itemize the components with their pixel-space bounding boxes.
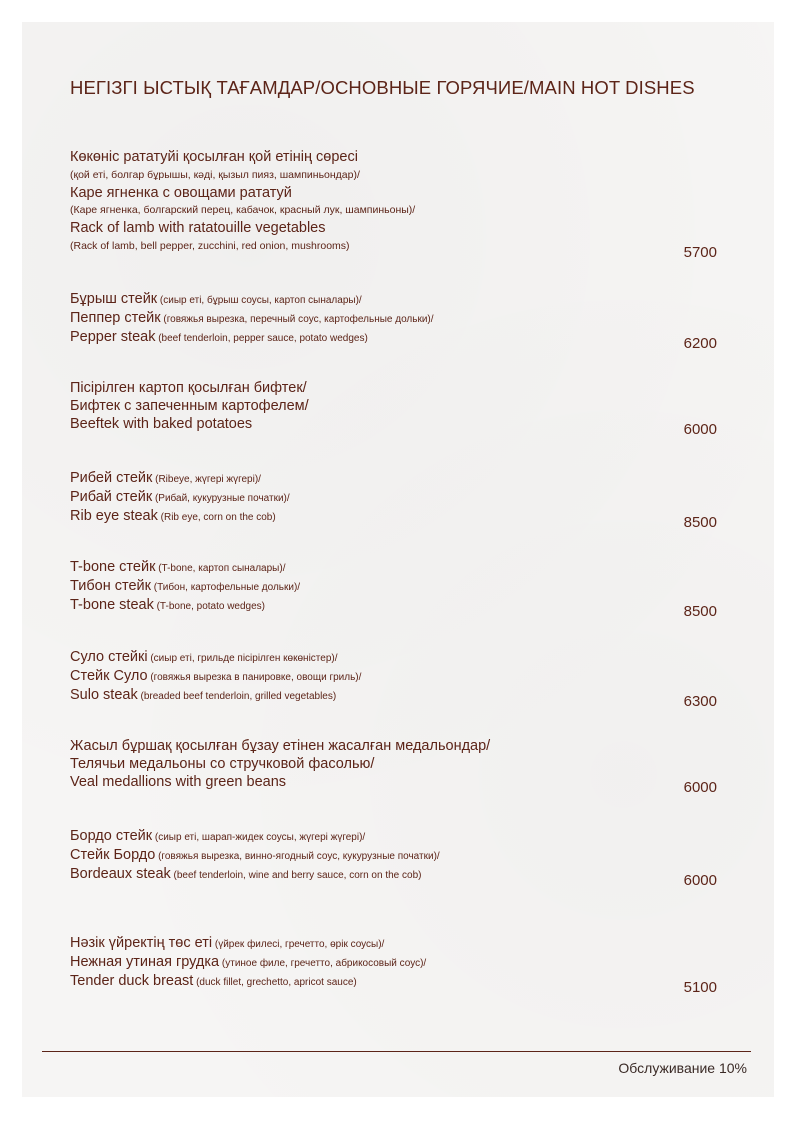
dish-line-kz <box>70 649 720 668</box>
menu-item-veal-medallions <box>70 738 720 797</box>
dish-line-ru <box>70 310 720 329</box>
footer-divider <box>42 1051 751 1052</box>
dish-name-kz: Нәзік үйректің төс еті <box>70 935 213 951</box>
dish-name-ru: Стейк Бордо <box>70 846 156 863</box>
dish-name-en: Rack of lamb with ratatouille vegetables <box>70 220 326 237</box>
dish-name-ru: Бифтек с запеченным картофелем/ <box>70 397 309 414</box>
dish-line-en <box>70 687 720 706</box>
dish-note-kz: (Ribeye, жүгері жүгері)/ <box>152 474 261 485</box>
dish-name-kz: Суло стейкі <box>70 649 148 665</box>
dish-price: 6200 <box>683 335 717 353</box>
dish-note-en: (T-bone, potato wedges) <box>153 600 266 612</box>
dish-name-kz: Рибей стейк <box>70 470 153 486</box>
dish-price: 8500 <box>683 603 717 621</box>
dish-name-en: Rib eye steak <box>70 507 158 524</box>
dish-name-en: Veal medallions with green beans <box>70 773 287 790</box>
dish-note-en: (beef tenderloin, pepper sauce, potato wedges) <box>155 332 368 344</box>
dish-ingredients-ru: (Каре ягненка, болгарский перец, кабачок, красный лук, шампиньоны)/ <box>70 204 416 217</box>
menu-item-duck-breast <box>70 935 720 997</box>
menu-item-t-bone-steak <box>70 559 720 621</box>
dish-line-ru <box>70 578 720 597</box>
dish-note-en: (duck fillet, grechetto, apricot sauce) <box>193 976 357 988</box>
dish-price: 5700 <box>683 243 717 261</box>
dish-ingredients-kz: (қой еті, болгар бұрышы, кәді, қызыл пияз, шампиньондар)/ <box>70 168 360 181</box>
dish-note-en: (Rib eye, corn on the cob) <box>157 511 276 523</box>
menu-item-rib-eye-steak <box>70 470 720 532</box>
dish-name-ru: Стейк Суло <box>70 667 148 684</box>
dish-ingredients-en: (Rack of lamb, bell pepper, zucchini, red onion, mushrooms) <box>70 239 350 252</box>
dish-line-kz <box>70 291 720 310</box>
dish-name-ru: Тибон стейк <box>70 577 151 594</box>
dish-name-kz: Бордо стейк <box>70 828 153 844</box>
dish-line-en <box>70 329 720 348</box>
page-title: НЕГІЗГІ ЫСТЫҚ ТАҒАМДАР/ОСНОВНЫЕ ГОРЯЧИЕ/MAIN HOT DISHES <box>70 77 695 98</box>
dish-price: 8500 <box>683 514 717 532</box>
dish-line-ru <box>70 847 720 866</box>
dish-line-en <box>70 597 720 616</box>
dish-price: 6000 <box>683 779 717 797</box>
dish-note-kz: (T-bone, картоп сыналары)/ <box>155 563 286 574</box>
dish-price: 6000 <box>683 421 717 439</box>
menu-item-bordeaux-steak <box>70 828 720 890</box>
dish-name-en: T-bone steak <box>70 596 154 613</box>
dish-note-ru: (говяжья вырезка в панировке, овощи гриль)/ <box>147 671 362 683</box>
dish-name-en: Bordeaux steak <box>70 865 171 882</box>
menu-item-sulo-steak <box>70 649 720 711</box>
dish-note-ru: (Рибай, кукурузные початки)/ <box>152 492 290 504</box>
dish-name-ru: Телячьи медальоны со стручковой фасолью/ <box>70 755 375 772</box>
dish-note-kz: (үйрек филесі, гречетто, өрік соусы)/ <box>212 939 385 950</box>
dish-line-kz <box>70 559 720 578</box>
dish-line-ru <box>70 954 720 973</box>
dish-name-en: Tender duck breast <box>70 972 194 989</box>
dish-price: 6300 <box>683 693 717 711</box>
dish-note-kz: (сиыр еті, шарап-жидек соусы, жүгері жүгері)/ <box>152 832 366 843</box>
dish-name-en: Sulo steak <box>70 686 138 703</box>
dish-note-ru: (утиное филе, гречетто, абрикосовый соус)/ <box>219 957 427 969</box>
dish-note-en: (breaded beef tenderloin, grilled vegetables) <box>137 690 337 702</box>
dish-name-kz: Көкөніс рататуйі қосылған қой етінің сөресі <box>70 149 358 165</box>
dish-note-ru: (Тибон, картофельные дольки)/ <box>150 581 301 593</box>
menu-item-beeftek <box>70 380 720 439</box>
dish-note-ru: (говяжья вырезка, винно-ягодный соус, кукурузные початки)/ <box>155 850 440 862</box>
dish-name-kz: Бұрыш стейк <box>70 291 158 307</box>
dish-name-ru: Рибай стейк <box>70 488 153 505</box>
dish-line-kz <box>70 828 720 847</box>
dish-name-en: Beeftek with baked potatoes <box>70 415 253 432</box>
dish-note-kz: (сиыр еті, грильде пісірілген көкөністер)/ <box>147 653 338 664</box>
dish-note-en: (beef tenderloin, wine and berry sauce, corn on the cob) <box>170 869 422 881</box>
service-charge-note: Обслуживание 10% <box>618 1060 747 1076</box>
dish-line-en <box>70 973 720 992</box>
dish-name-kz: Пісірілген картоп қосылған бифтек/ <box>70 380 307 396</box>
menu-item-rack-of-lamb <box>70 149 720 261</box>
dish-line-kz <box>70 935 720 954</box>
dish-line-en <box>70 508 720 527</box>
dish-price: 6000 <box>683 872 717 890</box>
dish-name-ru: Каре ягненка с овощами рататуй <box>70 184 292 201</box>
dish-name-en: Pepper steak <box>70 328 156 345</box>
dish-note-ru: (говяжья вырезка, перечный соус, картофельные дольки)/ <box>160 313 434 325</box>
dish-name-ru: Пеппер стейк <box>70 309 161 326</box>
dish-line-en <box>70 866 720 885</box>
menu-item-pepper-steak <box>70 291 720 353</box>
dish-price: 5100 <box>683 979 717 997</box>
dish-name-ru: Нежная утиная грудка <box>70 953 220 970</box>
dish-line-kz <box>70 470 720 489</box>
dish-name-kz: T-bone стейк <box>70 559 156 575</box>
dish-line-ru <box>70 489 720 508</box>
dish-name-kz: Жасыл бұршақ қосылған бұзау етінен жасалған медальондар/ <box>70 738 491 754</box>
dish-line-ru <box>70 668 720 687</box>
dish-note-kz: (сиыр еті, бұрыш соусы, картоп сыналары)/ <box>157 295 362 306</box>
